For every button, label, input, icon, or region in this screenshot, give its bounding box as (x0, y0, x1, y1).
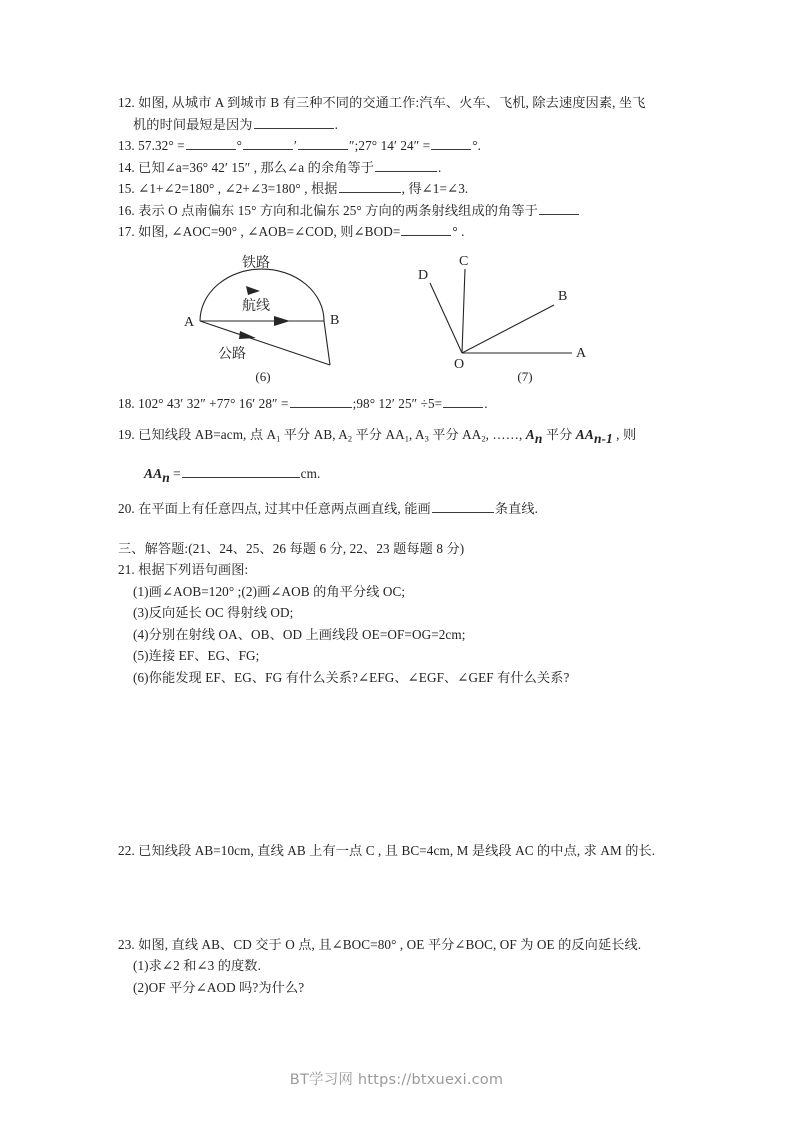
question-17 (118, 221, 693, 243)
question-18 (118, 393, 693, 415)
site-watermark: BT学习网 https://btxuexi.com (289, 1072, 504, 1088)
subscript-4: 3 (424, 434, 429, 444)
answer-blank[interactable] (186, 136, 236, 150)
answer-blank[interactable] (339, 179, 401, 193)
question-23-item-1: (1)求∠2 和∠3 的度数. (133, 958, 261, 974)
question-16-text: 16. 表示 O 点南偏东 15° 方向和北偏东 25° 方向的两条射线组成的角等于 (118, 202, 538, 218)
figure-6-label-railway: 铁路 (242, 253, 270, 270)
airline-arrowhead (274, 316, 290, 326)
question-12-line-2 (118, 114, 693, 136)
question-21-item-2: (3)反向延长 OC 得射线 OD; (133, 605, 294, 621)
figure-6-label-B: B (330, 312, 340, 328)
answer-work-area-22[interactable] (118, 862, 693, 934)
math-AAn-subscript: n-1 (594, 430, 613, 446)
question-12-text: 机的时间最短是因为 (133, 116, 253, 132)
figure-7-label-D: D (418, 267, 429, 283)
question-13-period: . (477, 138, 482, 153)
question-15-text: 15. ∠1+∠2=180° , ∠2+∠3=180° , 根据 (118, 181, 338, 196)
railway-arc (200, 269, 324, 321)
question-19-t3: , A (408, 427, 425, 442)
question-17-text: 17. 如图, ∠AOC=90° , ∠AOB=∠COD, 则∠BOD= (118, 224, 401, 239)
answer-blank[interactable] (243, 136, 293, 150)
answer-blank[interactable] (443, 394, 483, 408)
unit-degree-2: ° (472, 138, 478, 153)
question-16 (118, 200, 693, 222)
question-19-prefix: 19. 已知线段 AB=acm, 点 A (118, 427, 277, 442)
question-21-item-4: (5)连接 EF、EG、FG; (133, 648, 260, 664)
question-19-line-1 (118, 424, 693, 450)
question-13-mid: ;27° 14′ 24″ = (354, 138, 431, 153)
question-20 (118, 498, 693, 520)
answer-blank[interactable] (290, 394, 352, 408)
page-content (118, 92, 693, 998)
question-17-tail: ° . (452, 224, 465, 239)
question-21-item-1: (1)画∠AOB=120° ;(2)画∠AOB 的角平分线 OC; (133, 583, 406, 599)
question-23-stem: 23. 如图, 直线 AB、CD 交于 O 点, 且∠BOC=80° , OE 平分∠BOC, OF 为 OE 的反向延长线. (118, 936, 642, 952)
question-12-line-1: 12. 如图, 从城市 A 到城市 B 有三种不同的交通工作:汽车、火车、飞机, 除去速度因素, 坐飞 (118, 95, 646, 110)
equals-sign: = (169, 465, 181, 481)
question-14-text: 14. 已知∠a=36° 42′ 15″ , 那么∠a 的余角等于 (118, 159, 375, 175)
question-19-t1: 平分 AB, A (280, 427, 348, 442)
question-14 (118, 157, 693, 179)
question-21-item-5: (6)你能发现 EF、EG、FG 有什么关系?∠EFG、∠EGF、∠GEF 有什么关系? (133, 669, 570, 685)
answer-blank[interactable] (298, 136, 348, 150)
answer-blank[interactable] (401, 222, 451, 236)
answer-blank[interactable] (539, 201, 579, 215)
question-22: 22. 已知线段 AB=10cm, 直线 AB 上有一点 C , 且 BC=4cm, M 是线段 AC 的中点, 求 AM 的长. (118, 843, 656, 859)
ray-OD (430, 283, 462, 353)
answer-blank[interactable] (375, 158, 437, 172)
subscript-5: 2 (481, 434, 486, 444)
answer-blank[interactable] (431, 136, 471, 150)
figure-6 (178, 253, 348, 385)
figure-6-label-airline: 航线 (242, 296, 270, 313)
figure-7-label-A: A (576, 345, 587, 361)
question-19-t7: , 则 (612, 427, 637, 442)
question-18-text: 18. 102° 43′ 32″ +77° 16′ 28″ = (118, 395, 289, 411)
question-12-period: . (334, 116, 338, 132)
subscript-2: 2 (347, 434, 353, 444)
subscript-3: 1 (404, 434, 409, 444)
question-19-t4: 平分 AA (428, 427, 482, 442)
question-20-tail: 条直线. (494, 501, 539, 517)
ray-OC (462, 269, 465, 353)
question-15-tail: , 得∠1=∠3. (401, 181, 469, 196)
spacer (118, 488, 693, 498)
question-18-period: . (484, 395, 488, 411)
figure-7-caption: (7) (517, 368, 533, 384)
answer-work-area-21[interactable] (118, 688, 693, 840)
question-18-mid: ;98° 12′ 25″ ÷5= (352, 395, 443, 411)
question-21-stem: 21. 根据下列语句画图: (118, 562, 249, 578)
unit-minute: ′ (294, 138, 298, 153)
figure-6-label-road: 公路 (218, 344, 246, 361)
road-arrowhead (239, 331, 256, 339)
spacer (118, 450, 693, 463)
question-19-t2: 平分 AA (352, 427, 405, 442)
figures-row (118, 253, 693, 393)
figure-7-label-C: C (459, 253, 469, 269)
question-21-item-3: (4)分别在射线 OA、OB、OD 上画线段 OE=OF=OG=2cm; (133, 626, 466, 642)
unit-cm: cm. (300, 465, 321, 481)
figure-7-svg (408, 253, 598, 371)
figure-6-label-A: A (184, 314, 195, 330)
question-19-t6: 平分 (542, 427, 576, 442)
math-AAn: AA (575, 427, 595, 442)
figure-6-svg (178, 253, 348, 371)
subscript-1: 1 (276, 434, 281, 444)
spacer (118, 414, 693, 424)
math-AAn-2-subscript: n (162, 469, 170, 485)
figure-7 (408, 253, 620, 385)
railway-arrowhead (246, 286, 260, 295)
ray-OB (462, 305, 554, 353)
answer-blank[interactable] (432, 499, 494, 513)
figure-7-label-O: O (454, 356, 465, 372)
section-3-heading: 三、解答题:(21、24、25、26 每题 6 分, 22、23 题每题 8 分) (118, 540, 465, 556)
unit-second: ″ (349, 138, 355, 153)
answer-blank[interactable] (254, 115, 334, 129)
question-13 (118, 135, 693, 157)
figure-7-label-B: B (558, 288, 568, 304)
figure-6-caption: (6) (255, 368, 271, 384)
math-An: A (525, 427, 535, 442)
question-15 (118, 178, 693, 200)
math-AAn-2: AA (144, 465, 163, 481)
unit-degree: ° (236, 138, 243, 153)
question-19-t5: , ……, (485, 427, 526, 442)
math-An-subscript: n (534, 430, 543, 446)
question-23-item-2: (2)OF 平分∠AOD 吗?为什么? (133, 979, 305, 995)
question-20-text: 20. 在平面上有任意四点, 过其中任意两点画直线, 能画 (118, 501, 431, 517)
question-13-text: 13. 57.32° = (118, 138, 185, 153)
question-14-period: . (438, 159, 442, 175)
answer-blank[interactable] (182, 464, 300, 478)
question-19-line-2 (118, 463, 693, 488)
